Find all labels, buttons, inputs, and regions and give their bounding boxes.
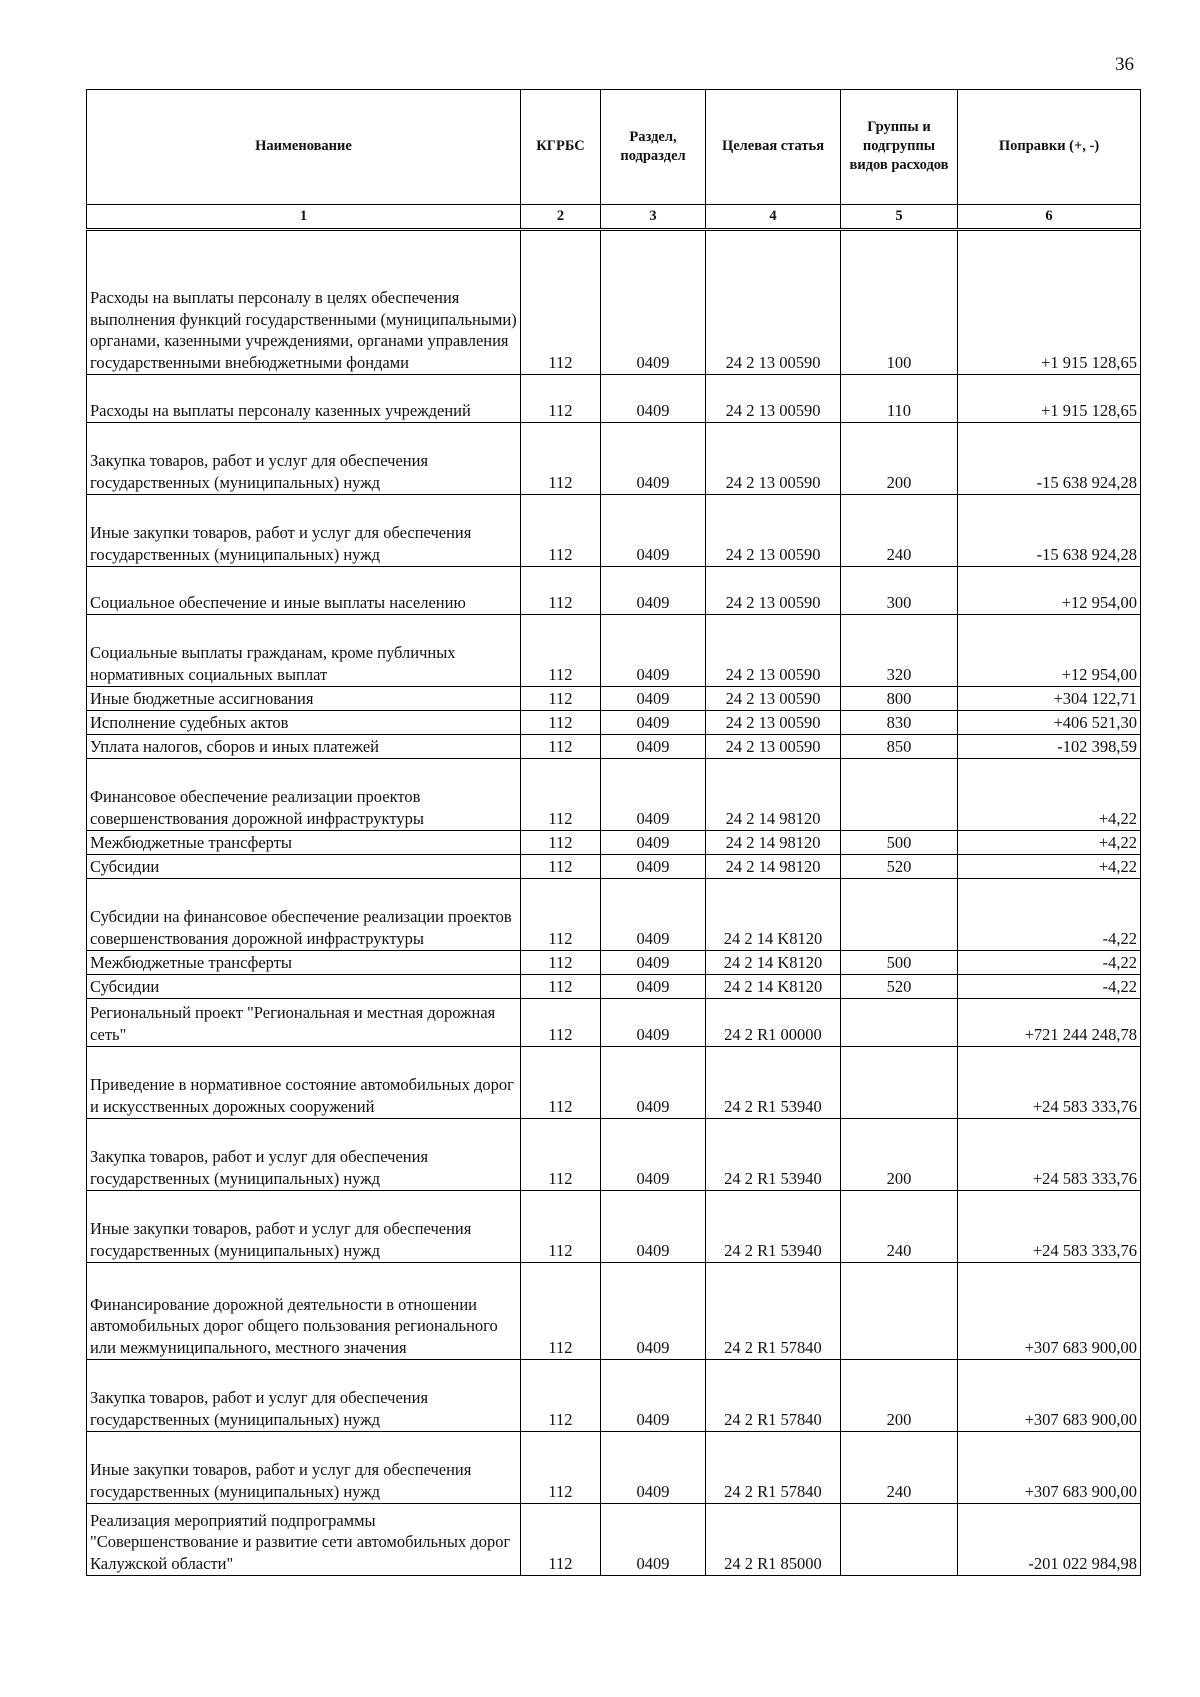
row-section: 0409 [601, 855, 706, 879]
row-kgrbs: 112 [521, 831, 601, 855]
row-expense-group: 300 [841, 567, 958, 615]
table-row [87, 1191, 1141, 1263]
column-number-row [87, 205, 1141, 230]
row-section: 0409 [601, 759, 706, 831]
row-section: 0409 [601, 975, 706, 999]
row-name: Расходы на выплаты персоналу в целях обеспечения выполнения функций государственными (муниципальными) органами, казенными учреждениями, органами управления государственными внебюджетными фондами [87, 230, 521, 375]
row-name: Приведение в нормативное состояние автомобильных дорог и искусственных дорожных сооружений [87, 1047, 521, 1119]
header-target: Целевая статья [706, 90, 841, 205]
row-name: Исполнение судебных актов [87, 711, 521, 735]
row-section: 0409 [601, 1360, 706, 1432]
row-expense-group: 830 [841, 711, 958, 735]
row-name: Межбюджетные трансферты [87, 951, 521, 975]
table-row [87, 831, 1141, 855]
row-expense-group [841, 1047, 958, 1119]
column-number: 6 [958, 205, 1141, 230]
table-row [87, 711, 1141, 735]
table-row [87, 1263, 1141, 1360]
row-amendment-amount: +12 954,00 [958, 615, 1141, 687]
row-kgrbs: 112 [521, 1432, 601, 1504]
row-kgrbs: 112 [521, 495, 601, 567]
table-row [87, 567, 1141, 615]
row-target-article: 24 2 13 00590 [706, 567, 841, 615]
row-target-article: 24 2 R1 57840 [706, 1263, 841, 1360]
row-amendment-amount: -102 398,59 [958, 735, 1141, 759]
row-target-article: 24 2 R1 00000 [706, 999, 841, 1047]
row-name: Иные закупки товаров, работ и услуг для обеспечения государственных (муниципальных) нужд [87, 1432, 521, 1504]
row-name: Иные закупки товаров, работ и услуг для обеспечения государственных (муниципальных) нужд [87, 495, 521, 567]
row-name: Реализация мероприятий подпрограммы "Совершенствование и развитие сети автомобильных дорог Калужской области" [87, 1504, 521, 1576]
row-section: 0409 [601, 879, 706, 951]
row-target-article: 24 2 14 98120 [706, 855, 841, 879]
row-name: Субсидии [87, 975, 521, 999]
row-name: Расходы на выплаты персоналу казенных учреждений [87, 375, 521, 423]
row-name: Уплата налогов, сборов и иных платежей [87, 735, 521, 759]
row-target-article: 24 2 13 00590 [706, 495, 841, 567]
row-kgrbs: 112 [521, 951, 601, 975]
row-target-article: 24 2 13 00590 [706, 375, 841, 423]
row-kgrbs: 112 [521, 230, 601, 375]
row-section: 0409 [601, 375, 706, 423]
row-kgrbs: 112 [521, 879, 601, 951]
column-number: 3 [601, 205, 706, 230]
column-number: 5 [841, 205, 958, 230]
table-row [87, 375, 1141, 423]
row-name: Закупка товаров, работ и услуг для обеспечения государственных (муниципальных) нужд [87, 423, 521, 495]
row-target-article: 24 2 14 98120 [706, 759, 841, 831]
table-row [87, 687, 1141, 711]
column-number: 4 [706, 205, 841, 230]
row-target-article: 24 2 14 98120 [706, 831, 841, 855]
row-expense-group: 200 [841, 1119, 958, 1191]
row-section: 0409 [601, 1504, 706, 1576]
row-kgrbs: 112 [521, 1504, 601, 1576]
row-expense-group: 320 [841, 615, 958, 687]
row-expense-group: 500 [841, 951, 958, 975]
table-header-row [87, 90, 1141, 205]
table-body [87, 230, 1141, 1576]
budget-amendments-table [86, 89, 1141, 1576]
row-kgrbs: 112 [521, 1263, 601, 1360]
row-expense-group [841, 879, 958, 951]
row-section: 0409 [601, 999, 706, 1047]
row-expense-group: 850 [841, 735, 958, 759]
table-row [87, 495, 1141, 567]
row-kgrbs: 112 [521, 1191, 601, 1263]
table-row [87, 1119, 1141, 1191]
row-target-article: 24 2 14 K8120 [706, 951, 841, 975]
row-section: 0409 [601, 1047, 706, 1119]
row-kgrbs: 112 [521, 1360, 601, 1432]
table-row [87, 230, 1141, 375]
page-number: 36 [1115, 54, 1134, 75]
header-name: Наименование [87, 90, 521, 205]
row-expense-group: 200 [841, 423, 958, 495]
row-amendment-amount: +4,22 [958, 855, 1141, 879]
row-section: 0409 [601, 1191, 706, 1263]
row-target-article: 24 2 R1 53940 [706, 1119, 841, 1191]
row-target-article: 24 2 13 00590 [706, 735, 841, 759]
row-amendment-amount: +307 683 900,00 [958, 1263, 1141, 1360]
row-target-article: 24 2 13 00590 [706, 423, 841, 495]
row-target-article: 24 2 14 K8120 [706, 879, 841, 951]
row-target-article: 24 2 13 00590 [706, 687, 841, 711]
row-target-article: 24 2 14 K8120 [706, 975, 841, 999]
row-kgrbs: 112 [521, 567, 601, 615]
row-kgrbs: 112 [521, 687, 601, 711]
row-name: Региональный проект "Региональная и местная дорожная сеть" [87, 999, 521, 1047]
row-expense-group: 520 [841, 975, 958, 999]
row-expense-group: 200 [841, 1360, 958, 1432]
row-section: 0409 [601, 687, 706, 711]
table-row [87, 999, 1141, 1047]
row-name: Субсидии [87, 855, 521, 879]
row-section: 0409 [601, 423, 706, 495]
row-name: Закупка товаров, работ и услуг для обеспечения государственных (муниципальных) нужд [87, 1119, 521, 1191]
table-row [87, 1047, 1141, 1119]
row-kgrbs: 112 [521, 375, 601, 423]
header-section: Раздел, подраздел [601, 90, 706, 205]
row-amendment-amount: +24 583 333,76 [958, 1119, 1141, 1191]
table-row [87, 951, 1141, 975]
row-section: 0409 [601, 1119, 706, 1191]
row-amendment-amount: +4,22 [958, 831, 1141, 855]
row-section: 0409 [601, 567, 706, 615]
row-amendment-amount: -4,22 [958, 879, 1141, 951]
row-target-article: 24 2 R1 57840 [706, 1432, 841, 1504]
row-amendment-amount: +406 521,30 [958, 711, 1141, 735]
row-target-article: 24 2 R1 53940 [706, 1047, 841, 1119]
row-amendment-amount: +304 122,71 [958, 687, 1141, 711]
row-expense-group: 800 [841, 687, 958, 711]
row-kgrbs: 112 [521, 423, 601, 495]
column-number: 1 [87, 205, 521, 230]
row-name: Закупка товаров, работ и услуг для обеспечения государственных (муниципальных) нужд [87, 1360, 521, 1432]
row-section: 0409 [601, 711, 706, 735]
column-number: 2 [521, 205, 601, 230]
row-name: Иные бюджетные ассигнования [87, 687, 521, 711]
row-amendment-amount: +721 244 248,78 [958, 999, 1141, 1047]
row-section: 0409 [601, 735, 706, 759]
row-amendment-amount: -15 638 924,28 [958, 495, 1141, 567]
row-amendment-amount: +1 915 128,65 [958, 375, 1141, 423]
row-kgrbs: 112 [521, 759, 601, 831]
row-name: Субсидии на финансовое обеспечение реализации проектов совершенствования дорожной инфраструктуры [87, 879, 521, 951]
table-row [87, 1432, 1141, 1504]
row-target-article: 24 2 R1 57840 [706, 1360, 841, 1432]
row-kgrbs: 112 [521, 975, 601, 999]
row-name: Иные закупки товаров, работ и услуг для обеспечения государственных (муниципальных) нужд [87, 1191, 521, 1263]
row-expense-group: 240 [841, 1191, 958, 1263]
row-expense-group: 100 [841, 230, 958, 375]
row-amendment-amount: +12 954,00 [958, 567, 1141, 615]
row-amendment-amount: -4,22 [958, 951, 1141, 975]
row-expense-group: 240 [841, 1432, 958, 1504]
table-row [87, 1504, 1141, 1576]
row-name: Социальные выплаты гражданам, кроме публичных нормативных социальных выплат [87, 615, 521, 687]
row-name: Социальное обеспечение и иные выплаты населению [87, 567, 521, 615]
row-kgrbs: 112 [521, 999, 601, 1047]
table-row [87, 735, 1141, 759]
row-expense-group: 520 [841, 855, 958, 879]
row-target-article: 24 2 R1 85000 [706, 1504, 841, 1576]
row-amendment-amount: -15 638 924,28 [958, 423, 1141, 495]
header-amendments: Поправки (+, -) [958, 90, 1141, 205]
row-expense-group: 110 [841, 375, 958, 423]
row-expense-group [841, 1263, 958, 1360]
table-row [87, 855, 1141, 879]
table-row [87, 975, 1141, 999]
row-kgrbs: 112 [521, 615, 601, 687]
row-section: 0409 [601, 1432, 706, 1504]
row-amendment-amount: +4,22 [958, 759, 1141, 831]
row-amendment-amount: +1 915 128,65 [958, 230, 1141, 375]
row-amendment-amount: -201 022 984,98 [958, 1504, 1141, 1576]
row-section: 0409 [601, 951, 706, 975]
row-target-article: 24 2 13 00590 [706, 711, 841, 735]
row-amendment-amount: +307 683 900,00 [958, 1360, 1141, 1432]
table-row [87, 1360, 1141, 1432]
row-expense-group [841, 1504, 958, 1576]
row-kgrbs: 112 [521, 855, 601, 879]
row-section: 0409 [601, 615, 706, 687]
header-kgrbs: КГРБС [521, 90, 601, 205]
row-amendment-amount: +24 583 333,76 [958, 1047, 1141, 1119]
row-amendment-amount: +24 583 333,76 [958, 1191, 1141, 1263]
row-section: 0409 [601, 495, 706, 567]
row-expense-group [841, 759, 958, 831]
row-target-article: 24 2 13 00590 [706, 230, 841, 375]
table-row [87, 615, 1141, 687]
row-kgrbs: 112 [521, 711, 601, 735]
row-expense-group: 500 [841, 831, 958, 855]
row-amendment-amount: +307 683 900,00 [958, 1432, 1141, 1504]
row-kgrbs: 112 [521, 735, 601, 759]
row-section: 0409 [601, 1263, 706, 1360]
row-expense-group [841, 999, 958, 1047]
table-row [87, 759, 1141, 831]
table-row [87, 879, 1141, 951]
row-kgrbs: 112 [521, 1047, 601, 1119]
row-section: 0409 [601, 831, 706, 855]
row-kgrbs: 112 [521, 1119, 601, 1191]
row-name: Межбюджетные трансферты [87, 831, 521, 855]
row-name: Финансирование дорожной деятельности в отношении автомобильных дорог общего пользования регионального или межмуниципального, местного значения [87, 1263, 521, 1360]
row-expense-group: 240 [841, 495, 958, 567]
row-name: Финансовое обеспечение реализации проектов совершенствования дорожной инфраструктуры [87, 759, 521, 831]
table-row [87, 423, 1141, 495]
row-target-article: 24 2 13 00590 [706, 615, 841, 687]
header-groups: Группы и подгруппы видов расходов [841, 90, 958, 205]
row-target-article: 24 2 R1 53940 [706, 1191, 841, 1263]
row-section: 0409 [601, 230, 706, 375]
row-amendment-amount: -4,22 [958, 975, 1141, 999]
